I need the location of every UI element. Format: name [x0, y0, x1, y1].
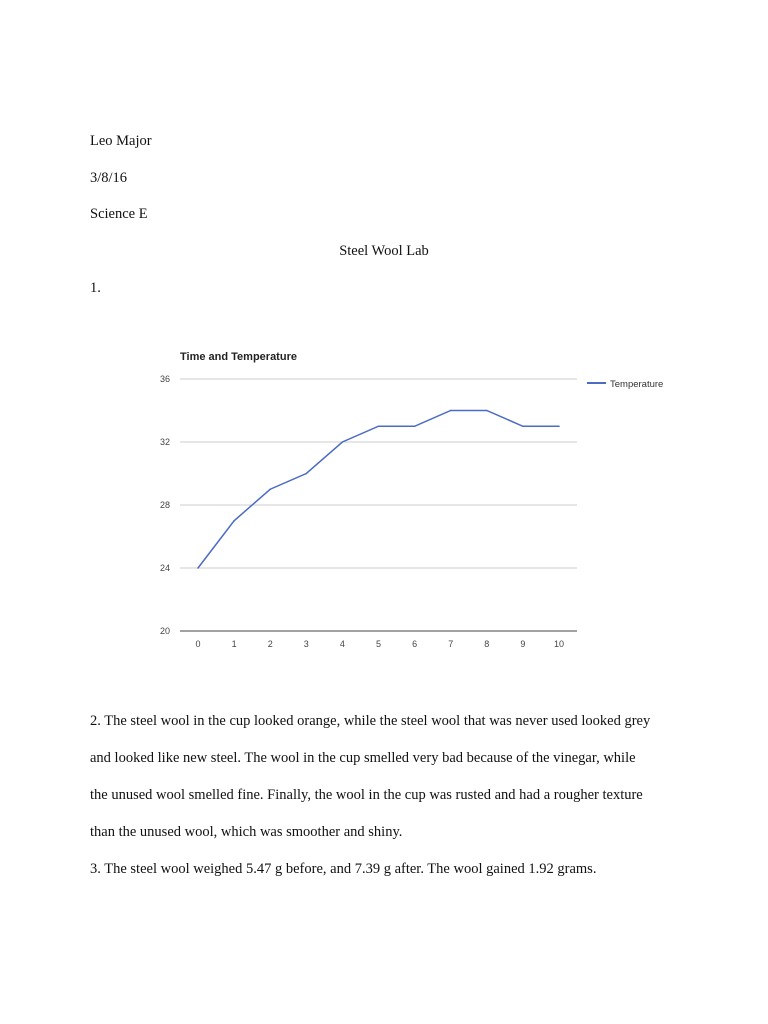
class-name: Science E: [90, 206, 148, 222]
data-point: [450, 410, 452, 412]
data-point: [233, 520, 235, 522]
legend-label: Temperature: [610, 379, 664, 390]
data-point: [269, 488, 271, 490]
data-point: [558, 425, 560, 427]
answer-2-line-2: and looked like new steel. The wool in the cup smelled very bad because of the vinegar, while: [90, 750, 636, 766]
answer-2-line-1: 2. The steel wool in the cup looked orange, while the steel wool that was never used looked grey: [90, 713, 651, 729]
answer-2-line-4: than the unused wool, which was smoother and shiny.: [90, 824, 403, 840]
data-point: [306, 473, 308, 475]
x-tick-label: 2: [267, 639, 273, 649]
x-tick-label: 1: [231, 639, 237, 649]
y-tick-label: 20: [159, 626, 170, 636]
x-tick-label: 5: [375, 639, 382, 649]
series-line-temperature: [198, 411, 559, 569]
x-tick-label: 8: [484, 639, 490, 649]
data-point: [197, 567, 199, 569]
y-tick-label: 32: [159, 437, 170, 447]
student-name: Leo Major: [90, 133, 152, 149]
x-tick-label: 9: [520, 639, 526, 649]
x-tick-label: 4: [339, 639, 345, 649]
date: 3/8/16: [90, 170, 128, 186]
answer-3: 3. The steel wool weighed 5.47 g before, and 7.39 g after. The wool gained 1.92 grams.: [90, 861, 597, 877]
answer-2-line-3: the unused wool smelled fine. Finally, the wool in the cup was rusted and had a rougher texture: [90, 787, 643, 803]
data-point: [414, 425, 416, 427]
document-title: Steel Wool Lab: [339, 243, 429, 259]
y-tick-label: 24: [159, 563, 170, 573]
x-tick-label: 6: [412, 639, 418, 649]
chart-title: Time and Temperature: [180, 351, 297, 363]
x-tick-label: 7: [448, 639, 454, 649]
y-tick-label: 28: [159, 500, 170, 510]
temperature-chart: [150, 340, 680, 660]
data-point: [378, 425, 380, 427]
x-tick-label: 3: [303, 639, 309, 649]
question-1-label: 1.: [90, 280, 101, 296]
data-point: [486, 410, 488, 412]
data-point: [522, 425, 524, 427]
data-point: [342, 441, 344, 443]
x-tick-label: 0: [195, 639, 201, 649]
y-tick-label: 36: [159, 374, 170, 384]
x-tick-label: 10: [553, 639, 565, 649]
